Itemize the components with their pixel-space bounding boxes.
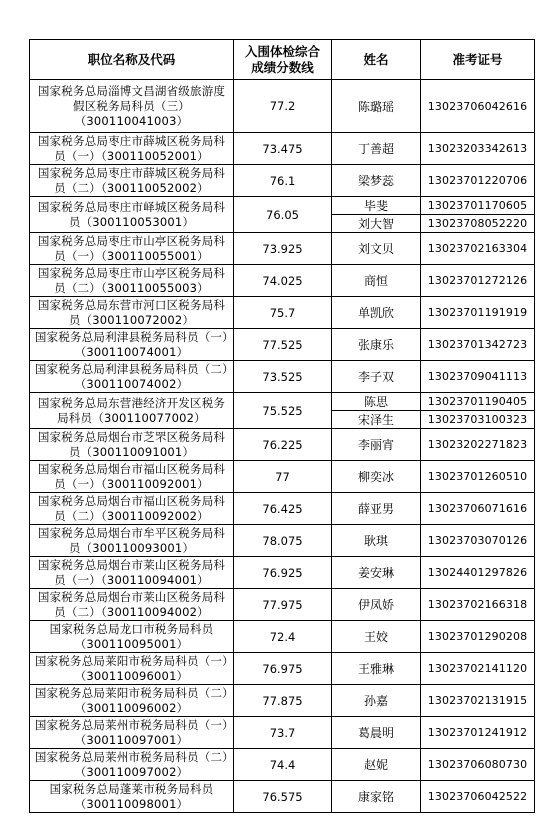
exam-id-cell: 13023702141120: [421, 653, 535, 685]
exam-id-cell: 13023703100323: [421, 411, 535, 429]
position-cell: 国家税务总局枣庄市山亭区税务局科员（一）（300110055001）: [30, 233, 234, 265]
header-name: 姓名: [332, 40, 421, 80]
table-row: [30, 393, 535, 411]
score-cell: 73.7: [234, 717, 332, 749]
name-cell: 商恒: [332, 265, 421, 297]
position-cell: 国家税务总局烟台市牟平区税务局科员（300110093001）: [30, 525, 234, 557]
table-row: [30, 557, 535, 589]
position-cell: 国家税务总局烟台市莱山区税务局科员（一）（300110094001）: [30, 557, 234, 589]
table-row: [30, 493, 535, 525]
table-row: [30, 297, 535, 329]
name-cell: 张康乐: [332, 329, 421, 361]
exam-id-cell: 13023708052220: [421, 215, 535, 233]
exam-id-cell: 13023702166318: [421, 589, 535, 621]
table-row: [30, 781, 535, 813]
exam-id-cell: 13023701220706: [421, 165, 535, 197]
exam-id-cell: 13023706080730: [421, 749, 535, 781]
header-position: 职位名称及代码: [30, 40, 234, 80]
name-cell: 梁梦蕊: [332, 165, 421, 197]
header-row: [30, 40, 535, 80]
name-cell: 耿琪: [332, 525, 421, 557]
score-cell: 77.975: [234, 589, 332, 621]
name-cell: 葛晨明: [332, 717, 421, 749]
position-cell: 国家税务总局莱州市税务局科员（一）（300110097001）: [30, 717, 234, 749]
table-row: [30, 685, 535, 717]
score-cell: 77.875: [234, 685, 332, 717]
position-cell: 国家税务总局莱阳市税务局科员（二）（300110096002）: [30, 685, 234, 717]
exam-id-cell: 13023706042522: [421, 781, 535, 813]
name-cell: 姜安琳: [332, 557, 421, 589]
header-exam-id: 准考证号: [421, 40, 535, 80]
score-cell: 73.925: [234, 233, 332, 265]
position-cell: 国家税务总局利津县税务局科员（一）（300110074001）: [30, 329, 234, 361]
table-row: [30, 265, 535, 297]
position-cell: 国家税务总局烟台市芝罘区税务局科员（300110091001）: [30, 429, 234, 461]
table-body: [30, 80, 535, 813]
position-cell: 国家税务总局莱阳市税务局科员（一）（300110096001）: [30, 653, 234, 685]
score-cell: 76.925: [234, 557, 332, 589]
name-cell: 陈思: [332, 393, 421, 411]
table-row: [30, 717, 535, 749]
name-cell: 宋泽生: [332, 411, 421, 429]
score-cell: 75.525: [234, 393, 332, 429]
score-cell: 73.525: [234, 361, 332, 393]
exam-id-cell: 13023701191919: [421, 297, 535, 329]
results-table: [29, 39, 535, 813]
name-cell: 单凯欣: [332, 297, 421, 329]
name-cell: 刘大智: [332, 215, 421, 233]
table-row: [30, 361, 535, 393]
header-score: 入围体检综合成绩分数线: [234, 40, 332, 80]
score-cell: 77.2: [234, 80, 332, 133]
name-cell: 李丽宵: [332, 429, 421, 461]
table-row: [30, 233, 535, 265]
position-cell: 国家税务总局烟台市福山区税务局科员（一）（300110092001）: [30, 461, 234, 493]
exam-id-cell: 13023701190405: [421, 393, 535, 411]
position-cell: 国家税务总局烟台市福山区税务局科员（二）（300110092002）: [30, 493, 234, 525]
position-cell: 国家税务总局烟台市莱山区税务局科员（二）（300110094002）: [30, 589, 234, 621]
name-cell: 赵妮: [332, 749, 421, 781]
name-cell: 陈璐瑶: [332, 80, 421, 133]
score-cell: 74.025: [234, 265, 332, 297]
table-row: [30, 461, 535, 493]
table-row: [30, 165, 535, 197]
name-cell: 康家铭: [332, 781, 421, 813]
position-cell: 国家税务总局枣庄市薛城区税务局科员（一）（300110052001）: [30, 133, 234, 165]
position-cell: 国家税务总局枣庄市峄城区税务局科员（300110053001）: [30, 197, 234, 233]
exam-id-cell: 13023202271823: [421, 429, 535, 461]
exam-id-cell: 13023701241912: [421, 717, 535, 749]
table-row: [30, 329, 535, 361]
position-cell: 国家税务总局淄博文昌湖省级旅游度假区税务局科员（三）（300110041003）: [30, 80, 234, 133]
table-row: [30, 429, 535, 461]
score-cell: 73.475: [234, 133, 332, 165]
score-cell: 78.075: [234, 525, 332, 557]
name-cell: 孙嘉: [332, 685, 421, 717]
name-cell: 王雅琳: [332, 653, 421, 685]
table-row: [30, 653, 535, 685]
position-cell: 国家税务总局枣庄市薛城区税务局科员（二）（300110052002）: [30, 165, 234, 197]
score-cell: 76.225: [234, 429, 332, 461]
exam-id-cell: 13023706042616: [421, 80, 535, 133]
exam-id-cell: 13023703070126: [421, 525, 535, 557]
name-cell: 柳奕冰: [332, 461, 421, 493]
position-cell: 国家税务总局东营港经济开发区税务局科员（300110077002）: [30, 393, 234, 429]
exam-id-cell: 13023709041113: [421, 361, 535, 393]
table-row: [30, 525, 535, 557]
name-cell: 伊凤娇: [332, 589, 421, 621]
name-cell: 刘文贝: [332, 233, 421, 265]
table-row: [30, 80, 535, 133]
score-cell: 77.525: [234, 329, 332, 361]
position-cell: 国家税务总局枣庄市山亭区税务局科员（二）（300110055003）: [30, 265, 234, 297]
table-row: [30, 133, 535, 165]
name-cell: 薛亚男: [332, 493, 421, 525]
exam-id-cell: 13023203342613: [421, 133, 535, 165]
position-cell: 国家税务总局东营市河口区税务局科员（300110072002）: [30, 297, 234, 329]
exam-id-cell: 13024401297826: [421, 557, 535, 589]
exam-id-cell: 13023701290208: [421, 621, 535, 653]
position-cell: 国家税务总局龙口市税务局科员（300110095001）: [30, 621, 234, 653]
score-cell: 77: [234, 461, 332, 493]
score-cell: 75.7: [234, 297, 332, 329]
table-row: [30, 749, 535, 781]
name-cell: 毕斐: [332, 197, 421, 215]
exam-id-cell: 13023702163304: [421, 233, 535, 265]
table-header: [30, 40, 535, 80]
position-cell: 国家税务总局利津县税务局科员（二）（300110074002）: [30, 361, 234, 393]
score-cell: 76.05: [234, 197, 332, 233]
exam-id-cell: 13023706071616: [421, 493, 535, 525]
score-cell: 72.4: [234, 621, 332, 653]
exam-id-cell: 13023701342723: [421, 329, 535, 361]
table-row: [30, 197, 535, 215]
exam-id-cell: 13023701170605: [421, 197, 535, 215]
position-cell: 国家税务总局蓬莱市税务局科员（300110098001）: [30, 781, 234, 813]
table-row: [30, 589, 535, 621]
score-cell: 76.575: [234, 781, 332, 813]
name-cell: 丁善超: [332, 133, 421, 165]
exam-id-cell: 13023701272126: [421, 265, 535, 297]
score-cell: 76.975: [234, 653, 332, 685]
name-cell: 王姣: [332, 621, 421, 653]
position-cell: 国家税务总局莱州市税务局科员（二）（300110097002）: [30, 749, 234, 781]
score-cell: 74.4: [234, 749, 332, 781]
exam-id-cell: 13023702131915: [421, 685, 535, 717]
exam-id-cell: 13023701260510: [421, 461, 535, 493]
score-cell: 76.1: [234, 165, 332, 197]
table-row: [30, 621, 535, 653]
name-cell: 李子双: [332, 361, 421, 393]
score-cell: 76.425: [234, 493, 332, 525]
